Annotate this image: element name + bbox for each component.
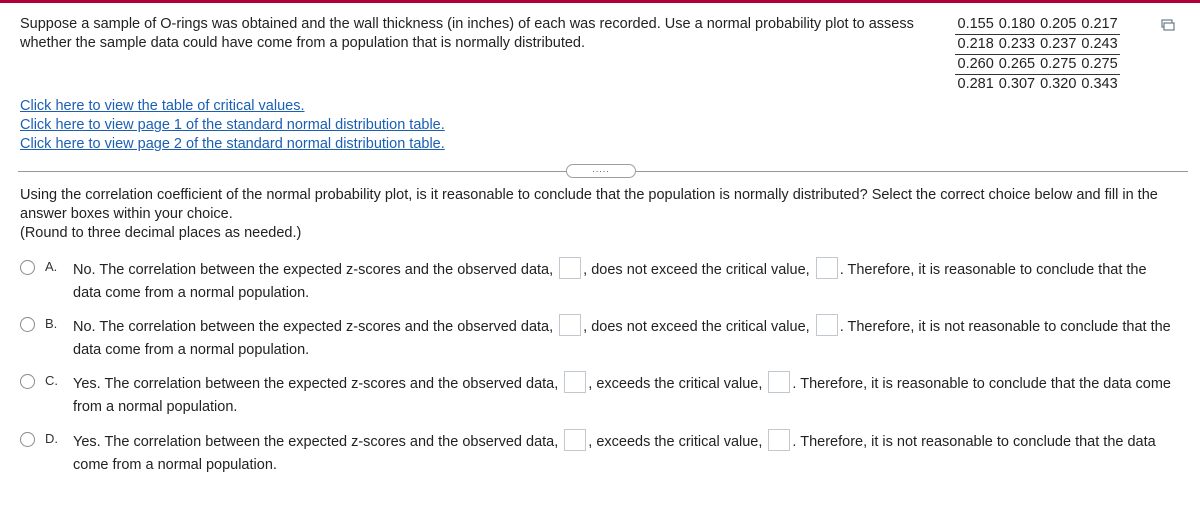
ellipsis-icon: .....: [592, 163, 610, 174]
table-row: [955, 55, 1120, 75]
table-cell: 0.180: [998, 16, 1036, 32]
correlation-input[interactable]: [559, 314, 581, 336]
choice-text-part: . Therefore, it is reasonable to conclude that the data come from a normal population.: [73, 262, 1147, 301]
choice-a-text: [73, 259, 1173, 305]
rounding-note: (Round to three decimal places as needed.): [20, 225, 302, 241]
sample-data-table: [955, 15, 1120, 94]
instructions-text: Using the correlation coefficient of the normal probability plot, is it reasonable to conclude that the population is normally distributed? Select the correct choice below and fill in the answer boxes within your choice.: [20, 187, 1158, 222]
choice-text-part: , does not exceed the critical value,: [583, 262, 810, 278]
link-critical-values-table[interactable]: Click here to view the table of critical values.: [20, 98, 305, 114]
choice-letter: D.: [45, 431, 58, 446]
radio-choice-b[interactable]: [20, 317, 35, 332]
critical-value-input[interactable]: [768, 371, 790, 393]
link-normal-table-page-1[interactable]: Click here to view page 1 of the standard normal distribution table.: [20, 117, 445, 133]
choice-text-part: Yes. The correlation between the expected z-scores and the observed data,: [73, 434, 559, 450]
table-cell: 0.307: [996, 75, 1037, 95]
instructions: [20, 186, 1185, 243]
table-cell: 0.275: [1079, 55, 1120, 75]
table-cell: 0.155: [957, 16, 994, 32]
choice-letter: A.: [45, 259, 58, 274]
radio-choice-a[interactable]: [20, 260, 35, 275]
top-accent-bar: [0, 0, 1200, 3]
choice-text-part: . Therefore, it is not reasonable to conclude that the data come from a normal population.: [73, 434, 1156, 473]
table-cell: 0.281: [955, 75, 996, 95]
choice-text-part: . Therefore, it is not reasonable to conclude that the data come from a normal population.: [73, 319, 1171, 358]
critical-value-input[interactable]: [768, 429, 790, 451]
copy-icon[interactable]: [1161, 19, 1175, 32]
radio-choice-c[interactable]: [20, 374, 35, 389]
table-cell: 0.260: [955, 55, 996, 75]
table-row: [955, 15, 1120, 35]
choice-text-part: , exceeds the critical value,: [588, 376, 763, 392]
table-cell: 0.237: [1038, 35, 1079, 55]
table-cell: 0.275: [1038, 55, 1079, 75]
table-cell: 0.217: [1081, 16, 1118, 32]
choice-text-part: Yes. The correlation between the expected z-scores and the observed data,: [73, 376, 559, 392]
choice-text-part: , exceeds the critical value,: [588, 434, 763, 450]
correlation-input[interactable]: [559, 257, 581, 279]
table-row: [955, 35, 1120, 55]
choice-letter: C.: [45, 373, 58, 388]
table-cell: 0.233: [996, 35, 1037, 55]
choice-text-part: . Therefore, it is reasonable to conclude that the data come from a normal population.: [73, 376, 1171, 415]
table-cell: 0.320: [1038, 75, 1079, 95]
correlation-input[interactable]: [564, 371, 586, 393]
choice-c-text: [73, 373, 1173, 419]
table-cell: 0.218: [955, 35, 996, 55]
expand-toggle-button[interactable]: [566, 164, 636, 178]
question-text: Suppose a sample of O-rings was obtained and the wall thickness (in inches) of each was recorded. Use a normal probability plot to assess whether the sample data could have come from a population that is normally distributed.: [20, 16, 914, 51]
link-normal-table-page-2[interactable]: Click here to view page 2 of the standard normal distribution table.: [20, 136, 445, 152]
reference-links: [20, 97, 445, 154]
choice-d-text: [73, 431, 1173, 477]
critical-value-input[interactable]: [816, 314, 838, 336]
choice-text-part: , does not exceed the critical value,: [583, 319, 810, 335]
correlation-input[interactable]: [564, 429, 586, 451]
choice-text-part: No. The correlation between the expected z-scores and the observed data,: [73, 262, 554, 278]
table-cell: 0.205: [1040, 16, 1077, 32]
critical-value-input[interactable]: [816, 257, 838, 279]
choice-text-part: No. The correlation between the expected z-scores and the observed data,: [73, 319, 554, 335]
choice-b-text: [73, 316, 1173, 362]
table-cell: 0.265: [996, 55, 1037, 75]
table-cell: 0.243: [1079, 35, 1120, 55]
radio-choice-d[interactable]: [20, 432, 35, 447]
table-row: [955, 75, 1120, 95]
choice-letter: B.: [45, 316, 58, 331]
table-cell: 0.343: [1079, 75, 1120, 95]
